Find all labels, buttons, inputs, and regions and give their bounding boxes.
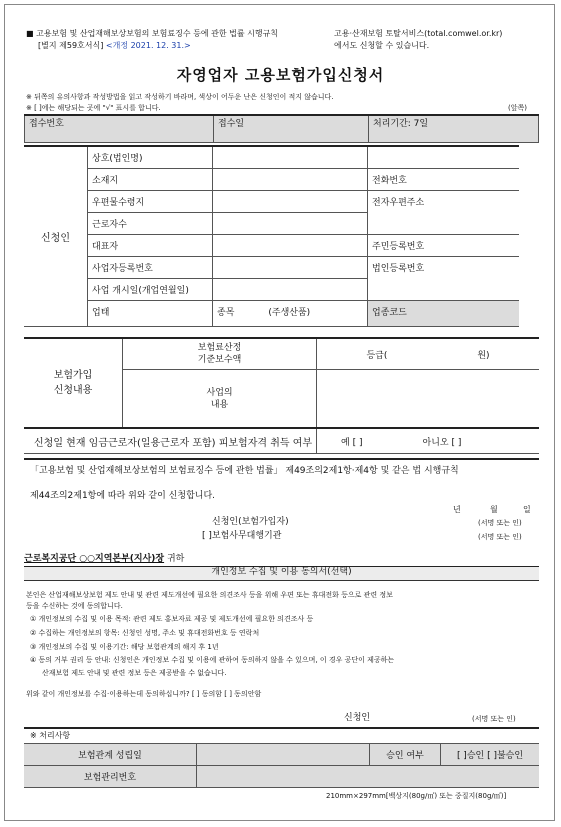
privacy-title: 개인정보 수집 및 이용 동의서(선택) [24, 567, 539, 580]
divider [24, 458, 539, 460]
grade-label: 등급( [366, 350, 388, 361]
biz-content-value[interactable] [317, 370, 539, 429]
established-label: 보험관계 성립일 [24, 744, 197, 766]
applicant-table [24, 145, 539, 327]
main-product-label: (주생산품) [268, 308, 311, 318]
workers-value[interactable] [213, 213, 368, 235]
biz-reg-no-value[interactable] [213, 257, 368, 279]
open-date-label: 사업 개시일(개업연월일) [88, 279, 213, 301]
note-1: ※ 뒤쪽의 유의사항과 작성방법을 읽고 작성하기 바라며, 색상이 어두운 난은 신청인이 적지 않습니다. [26, 93, 334, 101]
month-label: 월 [490, 505, 498, 514]
agent-signer[interactable]: [ ]보험사무대행기관 [202, 531, 282, 541]
processing-table [24, 743, 539, 788]
revision-text: <개정 2021. 12. 31.> [105, 41, 191, 50]
mgmt-no-value [197, 766, 540, 788]
mgmt-no-label: 보험관리번호 [24, 766, 197, 788]
worker-answer[interactable] [317, 428, 539, 454]
recipient: 근로복지공단 ○○지역본부(지사)장 귀하 [24, 554, 185, 564]
biz-item-label: 종목 [217, 308, 235, 318]
privacy-intro-1: 본인은 산업재해보상보험 제도 안내 및 관련 제도개선에 필요한 의견조사 등을 위해 우편 또는 휴대전화 등으로 관련 정보 [26, 591, 393, 599]
sign-placeholder-1: (서명 또는 인) [478, 519, 522, 527]
won-label: 원) [477, 350, 490, 361]
form-title: 자영업자 고용보험가입신청서 [176, 66, 385, 84]
approval-options: [ ]승인 [ ]불승인 [441, 744, 540, 766]
biz-type-label: 업태 [88, 301, 213, 327]
privacy-item-2: ② 수집하는 개인정보의 항목: 신청인 성명, 주소 및 휴대전화번호 등 연락처 [30, 629, 260, 637]
biz-item-cell[interactable] [213, 301, 368, 327]
corp-reg-no-label: 법인등록번호 [368, 257, 520, 301]
mail-address-value[interactable] [213, 191, 368, 213]
resident-no-label: 주민등록번호 [368, 235, 520, 257]
open-date-value[interactable] [213, 279, 368, 301]
mail-address-label: 우편물수령지 [88, 191, 213, 213]
applicant-signer: 신청인(보험가입자) [212, 517, 289, 527]
approval-label: 승인 여부 [370, 744, 441, 766]
phone-label: 전화번호 [368, 169, 520, 191]
biz-content-label: 사업의 내용 [123, 370, 317, 429]
grade-field[interactable] [317, 338, 539, 370]
representative-label: 대표자 [88, 235, 213, 257]
privacy-question[interactable]: 위와 같이 개인정보를 수집·이용하는데 동의하십니까? [ ] 동의함 [ ] 동의안함 [26, 690, 262, 698]
service-line-1: 고용·산재보험 토탈서비스(total.comwel.or.kr) [334, 29, 503, 38]
company-label: 상호(법인명) [88, 146, 213, 169]
processing-label: ※ 처리사항 [30, 731, 71, 740]
receipt-no: 접수번호 [25, 115, 214, 143]
form-number: [별지 제59호서식] <개정 2021. 12. 31.> [38, 41, 191, 50]
address-value[interactable] [213, 169, 368, 191]
receipt-table [24, 114, 539, 143]
biz-reg-no-label: 사업자등록번호 [88, 257, 213, 279]
year-label: 년 [453, 505, 461, 514]
privacy-item-4b: 산재보험 제도 안내 및 관련 정보 등은 제공받을 수 없습니다. [42, 669, 227, 677]
company-extra[interactable] [368, 146, 520, 169]
declaration-line-2: 제44조의2제1항에 따라 위와 같이 신청합니다. [30, 491, 216, 501]
insurance-table [24, 337, 539, 454]
base-wage-label: 보험료산정 기준보수액 [123, 338, 317, 370]
applicant-section-label: 신청인 [24, 146, 88, 327]
day-label: 일 [523, 505, 531, 514]
representative-value[interactable] [213, 235, 368, 257]
industry-code-label: 업종코드 [368, 301, 520, 327]
processing-rule [24, 727, 539, 729]
page-side: (앞쪽) [508, 104, 527, 112]
privacy-title-rule [24, 580, 539, 581]
workers-label: 근로자수 [88, 213, 213, 235]
service-line-2: 에서도 신청할 수 있습니다. [334, 41, 430, 50]
address-label: 소재지 [88, 169, 213, 191]
privacy-item-4a: ④ 동의 거부 권리 등 안내: 신청인은 개인정보 수집 및 이용에 관하여 동의하지 않을 수 있으며, 이 경우 공단이 제공하는 [30, 656, 395, 664]
rule-name: ■ 고용보험 및 산업재해보상보험의 보험료징수 등에 관한 법률 시행규칙 [26, 29, 279, 38]
privacy-sign: (서명 또는 인) [472, 715, 516, 723]
yes-checkbox[interactable]: 예 [ ] [341, 437, 363, 448]
sign-placeholder-2: (서명 또는 인) [478, 533, 522, 541]
paper-spec: 210mm×297mm[백상지(80g/㎡) 또는 중질지(80g/㎡)] [326, 792, 507, 800]
declaration-line-1: 「고용보험 및 산업재해보상보험의 보험료징수 등에 관한 법률」 제49조의2제1항·제4항 및 같은 법 시행규칙 [30, 466, 459, 476]
process-period: 처리기간: 7일 [369, 115, 539, 143]
privacy-signer: 신청인 [344, 713, 371, 723]
privacy-item-3: ③ 개인정보의 수집 및 이용기간: 해당 보험관계의 해지 후 1년 [30, 643, 219, 651]
company-value[interactable] [213, 146, 368, 169]
email-label: 전자우편주소 [368, 191, 520, 235]
note-2: ※ [ ]에는 해당되는 곳에 "√" 표시를 합니다. [26, 104, 161, 112]
worker-question: 신청일 현재 임금근로자(일용근로자 포함) 피보험자격 취득 여부 [24, 428, 317, 454]
established-value [197, 744, 370, 766]
receipt-date: 접수일 [214, 115, 369, 143]
privacy-intro-2: 등을 수신하는 것에 동의합니다. [26, 602, 123, 610]
privacy-item-1: ① 개인정보의 수집 및 이용 목적: 관련 제도 홍보자료 제공 및 제도개선에 필요한 의견조사 등 [30, 615, 314, 623]
no-checkbox[interactable]: 아니오 [ ] [422, 437, 462, 448]
insurance-section-label: 보험가입 신청내용 [24, 338, 123, 428]
